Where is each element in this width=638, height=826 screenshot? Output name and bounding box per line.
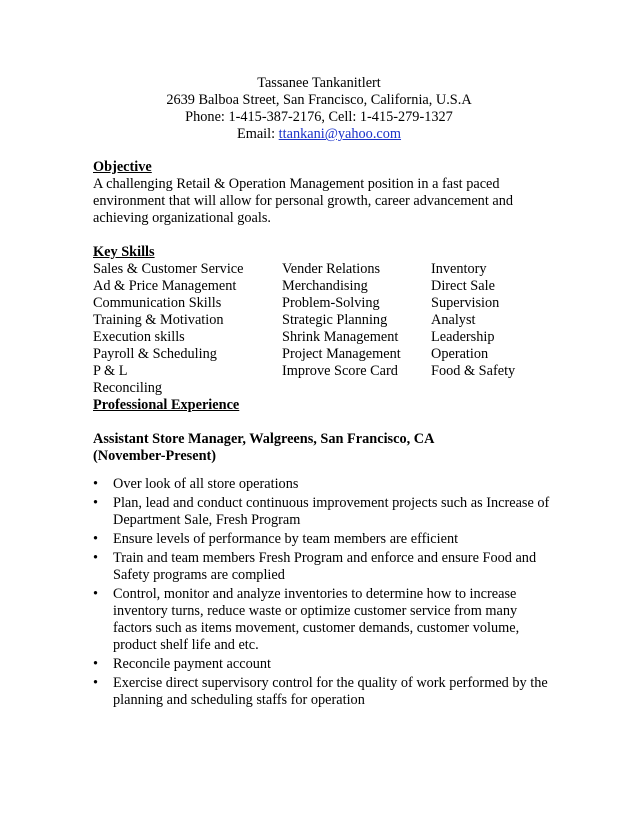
bullet-icon: • [93, 675, 99, 691]
bullet-icon: • [93, 531, 99, 547]
list-item [93, 495, 553, 529]
list-item [93, 656, 553, 673]
job-period: (November-Present) [93, 448, 217, 464]
bullet-icon: • [93, 656, 99, 672]
skills-column-3 [431, 261, 515, 380]
bullet-text: Reconcile payment account [113, 656, 271, 672]
list-item [93, 586, 553, 654]
skill-item: Inventory [431, 261, 487, 277]
skill-item: Ad & Price Management [93, 278, 237, 294]
skills-column-2 [282, 261, 401, 380]
job-title: Assistant Store Manager, Walgreens, San Francisco, CA [93, 431, 435, 447]
bullet-icon: • [93, 495, 99, 511]
skill-item: Problem-Solving [282, 295, 380, 311]
skill-item: Sales & Customer Service [93, 261, 244, 277]
applicant-name: Tassanee Tankanitlert [257, 75, 381, 91]
skill-item: Direct Sale [431, 278, 495, 294]
list-item [93, 675, 553, 709]
bullet-icon: • [93, 586, 99, 602]
skill-item: Execution skills [93, 329, 185, 345]
experience-bullet-list [93, 476, 553, 709]
email-line [0, 126, 638, 143]
phone-line: Phone: 1-415-387-2176, Cell: 1-415-279-1327 [185, 109, 453, 125]
bullet-text: Train and team members Fresh Program and enforce and ensure Food and Safety programs are complied [113, 550, 537, 583]
skill-item: P & L [93, 363, 128, 379]
resume-header [0, 75, 638, 143]
objective-heading: Objective [93, 159, 152, 175]
skills-column-1 [93, 261, 244, 397]
skill-item: Vender Relations [282, 261, 381, 277]
list-item [93, 531, 553, 548]
skill-item: Analyst [431, 312, 476, 328]
skill-item: Supervision [431, 295, 500, 311]
address: 2639 Balboa Street, San Francisco, California, U.S.A [166, 92, 472, 108]
skill-item: Communication Skills [93, 295, 222, 311]
bullet-text: Control, monitor and analyze inventories to determine how to increase inventory turns, reduce waste or optimize customer service from many factors such as items movement, customer demands, customer volume, product shelf life and etc. [113, 586, 520, 653]
bullet-text: Plan, lead and conduct continuous improvement projects such as Increase of Department Sale, Fresh Program [113, 495, 550, 528]
list-item [93, 550, 553, 584]
skill-item: Training & Motivation [93, 312, 224, 328]
skill-item: Food & Safety [431, 363, 516, 379]
bullet-text: Exercise direct supervisory control for the quality of work performed by the planning and scheduling staffs for operation [113, 675, 548, 708]
skill-item: Operation [431, 346, 489, 362]
skill-item: Shrink Management [282, 329, 399, 345]
email-label: Email: [236, 126, 279, 142]
bullet-icon: • [93, 476, 99, 492]
skill-item: Strategic Planning [282, 312, 388, 328]
bullet-icon: • [93, 550, 99, 566]
experience-heading: Professional Experience [93, 397, 240, 413]
skill-item: Reconciling [93, 380, 163, 396]
key-skills-table [93, 261, 553, 396]
skill-item: Project Management [282, 346, 401, 362]
email-link[interactable]: ttankani@yahoo.com [278, 126, 402, 142]
skill-item: Leadership [431, 329, 495, 345]
objective-text: A challenging Retail & Operation Management position in a fast paced environment that will allow for personal growth, career advancement and achieving organizational goals. [93, 176, 514, 226]
bullet-text: Over look of all store operations [113, 476, 299, 492]
bullet-text: Ensure levels of performance by team members are efficient [113, 531, 459, 547]
skill-item: Payroll & Scheduling [93, 346, 217, 362]
skill-item: Merchandising [282, 278, 368, 294]
resume-body [93, 159, 553, 711]
list-item [93, 476, 553, 493]
skill-item: Improve Score Card [282, 363, 398, 379]
key-skills-heading: Key Skills [93, 244, 155, 260]
